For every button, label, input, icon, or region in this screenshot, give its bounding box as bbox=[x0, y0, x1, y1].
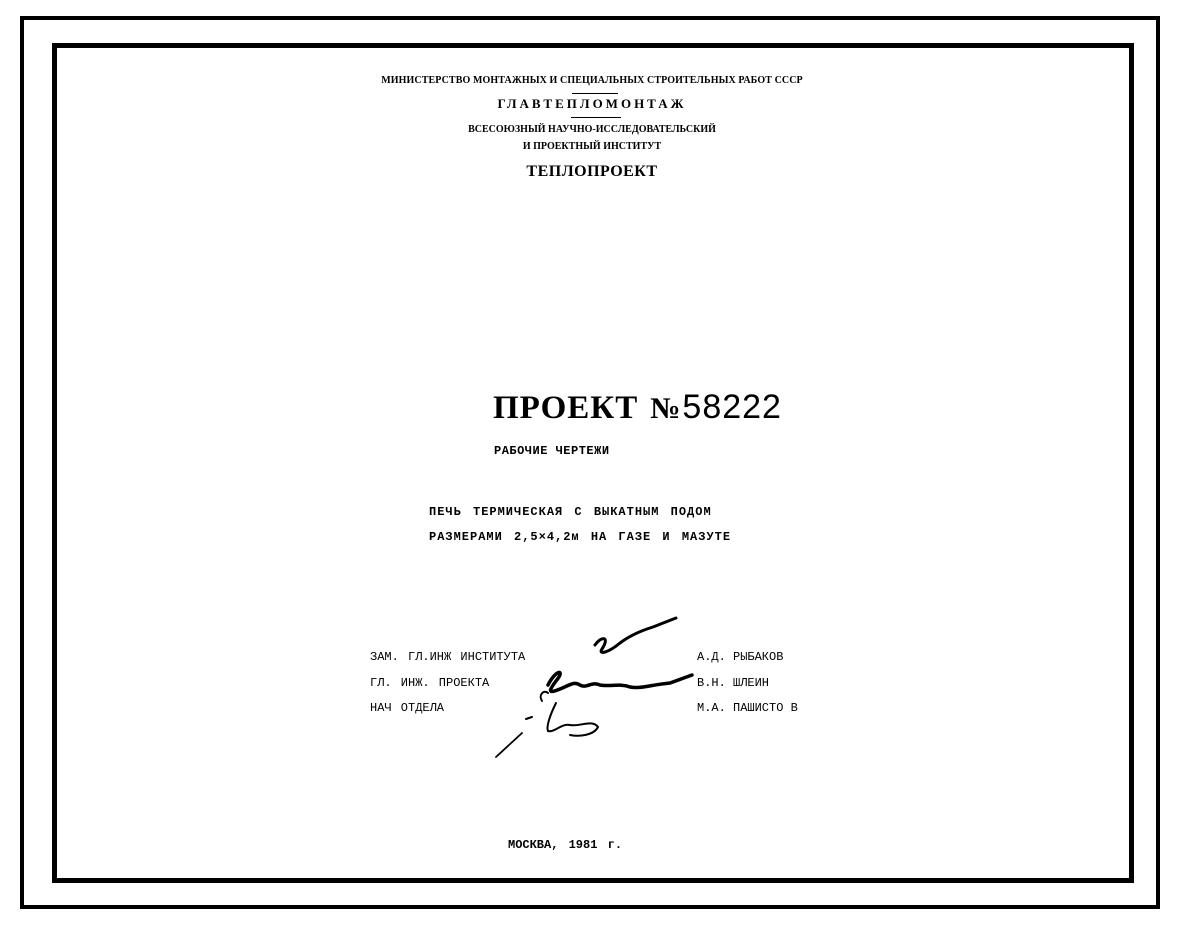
project-number: 58222 bbox=[682, 388, 782, 426]
signature-1 bbox=[595, 618, 676, 652]
description-line-1: ПЕЧЬ ТЕРМИЧЕСКАЯ С ВЫКАТНЫМ ПОДОМ bbox=[429, 505, 712, 519]
project-title bbox=[493, 388, 782, 427]
signatory-name: В.Н. ШЛЕИН bbox=[697, 676, 770, 690]
signature-3 bbox=[526, 703, 598, 736]
divider-line bbox=[572, 93, 618, 94]
institute-line-1: ВСЕСОЮЗНЫЙ НАУЧНО-ИССЛЕДОВАТЕЛЬСКИЙ bbox=[468, 124, 716, 135]
handwritten-signatures bbox=[470, 615, 700, 765]
place-year: МОСКВА, 1981 г. bbox=[508, 838, 623, 852]
document-type: РАБОЧИЕ ЧЕРТЕЖИ bbox=[494, 444, 610, 458]
ministry-heading: МИНИСТЕРСТВО МОНТАЖНЫХ И СПЕЦИАЛЬНЫХ СТРОИТЕЛЬНЫХ РАБОТ СССР bbox=[381, 75, 803, 86]
signatory-name: А.Д. РЫБАКОВ bbox=[697, 650, 784, 664]
signatory-role: ГЛ. ИНЖ. ПРОЕКТА bbox=[370, 676, 490, 690]
description-line-2: РАЗМЕРАМИ 2,5×4,2м НА ГАЗЕ И МАЗУТЕ bbox=[429, 530, 732, 544]
signature-3-tail bbox=[496, 733, 522, 757]
signatory-role: НАЧ ОТДЕЛА bbox=[370, 701, 445, 715]
signature-2-hook bbox=[541, 692, 548, 701]
signatory-role: ЗАМ. ГЛ.ИНЖ ИНСТИТУТА bbox=[370, 650, 526, 664]
divider-line bbox=[571, 117, 621, 118]
glavk-heading: ГЛАВТЕПЛОМОНТАЖ bbox=[497, 96, 687, 111]
institute-name: ТЕПЛОПРОЕКТ bbox=[526, 163, 658, 180]
project-label: ПРОЕКТ bbox=[493, 390, 639, 426]
number-sign: № bbox=[650, 392, 681, 425]
institute-line-2: И ПРОЕКТНЫЙ ИНСТИТУТ bbox=[522, 141, 662, 152]
signature-2 bbox=[548, 672, 692, 691]
signatory-name: М.А. ПАШИСТО В bbox=[697, 701, 798, 715]
